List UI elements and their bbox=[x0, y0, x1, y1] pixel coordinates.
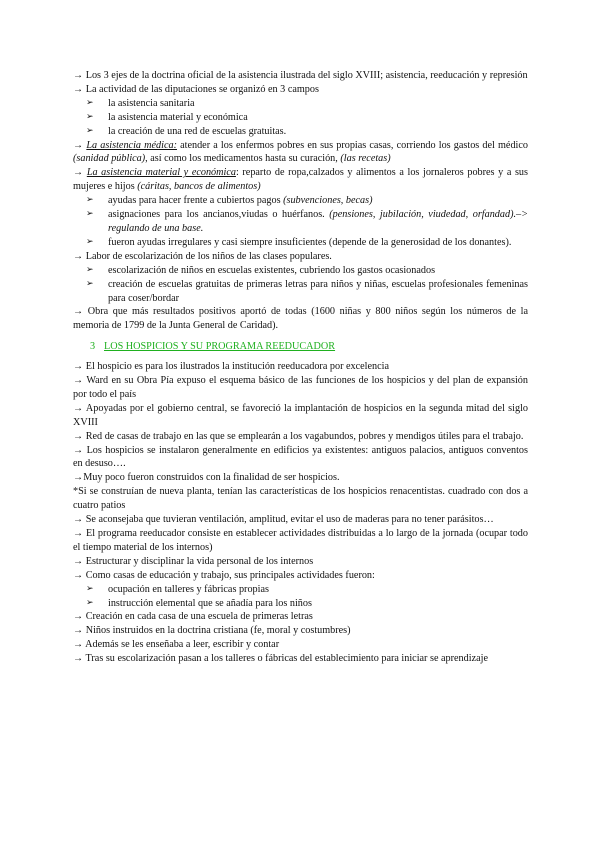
paragraph-obra: → Obra que más resultados positivos aportó de todas (1600 niñas y 800 niños según los números de la memoria de 1799 de la Junta General de Caridad). bbox=[73, 306, 528, 332]
list-item: ➢ fueron ayudas irregulares y casi siempre insuficientes (depende de la generosidad de los donantes). bbox=[73, 236, 528, 250]
paragraph: *Si se construían de nueva planta, tenían las características de los hospicios renacentistas. cuadrado con dos a cuatro patios bbox=[73, 486, 528, 512]
list-item: ➢ la creación de una red de escuelas gratuitas. bbox=[73, 125, 528, 139]
italic-text: (subvenciones, becas) bbox=[283, 195, 373, 207]
arrow: → bbox=[73, 139, 84, 151]
list-item: ➢ instrucción elemental que se añadía para los niños bbox=[73, 597, 528, 611]
paragraph: → Creación en cada casa de una escuela de primeras letras bbox=[73, 611, 313, 623]
paragraph: → Además se les enseñaba a leer, escribir y contar bbox=[73, 639, 280, 651]
paragraph: → Tras su escolarización pasan a los talleres o fábricas del establecimiento para iniciar se aprendizaje bbox=[73, 653, 488, 665]
paragraph: → Ward en su Obra Pía expuso el esquema básico de las funciones de los hospicios y del plan de expansión por todo el país bbox=[73, 375, 528, 400]
text: , así como los medicamentos hasta su curación, bbox=[145, 153, 341, 165]
text: : reparto de ropa,calzados y alimentos a los jornaleros pobres y a sus mujeres e hijos bbox=[73, 167, 528, 193]
label-asistencia-material: La asistencia material y económica bbox=[86, 167, 236, 179]
paragraph-asistencia-material bbox=[73, 166, 528, 194]
list-item: ➢ ocupación en talleres y fábricas propias bbox=[73, 583, 528, 597]
italic-text: (las recetas) bbox=[340, 153, 391, 165]
italic-text: (pensiones, jubilación, viudedad, orfandad).–> regulando de una base. bbox=[108, 209, 528, 234]
list-item bbox=[73, 194, 528, 208]
paragraph-ejes: → Los 3 ejes de la doctrina oficial de la asistencia ilustrada del siglo XVIII; asistencia, reeducación y represión bbox=[73, 70, 528, 81]
heading-title: LOS HOSPICIOS Y SU PROGRAMA REEDUCADOR bbox=[104, 341, 336, 353]
list-item bbox=[73, 208, 528, 236]
paragraph: → Apoyadas por el gobierno central, se favoreció la implantación de hospicios en la segunda mitad del siglo XVIII bbox=[73, 402, 528, 428]
list-item: ➢ escolarización de niños en escuelas existentes, cubriendo los gastos ocasionados bbox=[73, 264, 528, 278]
paragraph: → Niños instruidos en la doctrina cristiana (fe, moral y costumbres) bbox=[73, 625, 351, 637]
paragraph: → Red de casas de trabajo en las que se emplearán a los vagabundos, pobres y mendigos útiles para el trabajo. bbox=[73, 430, 524, 442]
list-item: ➢ la asistencia sanitaria bbox=[73, 97, 528, 111]
paragraph-asistencia-medica bbox=[73, 139, 528, 167]
paragraph-diputaciones: → La actividad de las diputaciones se organizó en 3 campos bbox=[73, 83, 319, 95]
text: atender a los enfermos pobres en sus propias casas, corriendo los gastos del médico bbox=[176, 139, 528, 151]
paragraph: → El hospicio es para los ilustrados la institución reeducadora por excelencia bbox=[73, 361, 389, 373]
paragraph: →Muy poco fueron construidos con la finalidad de ser hospicios. bbox=[73, 472, 340, 484]
paragraph-labor: → Labor de escolarización de los niños de las clases populares. bbox=[73, 250, 332, 262]
list-item: ➢ creación de escuelas gratuitas de primeras letras para niños y niñas, escuelas profesionales femeninas para coser/bordar bbox=[73, 278, 528, 306]
italic-text: (sanidad pública) bbox=[73, 153, 146, 165]
arrow: → bbox=[73, 167, 84, 179]
heading-number: 3 bbox=[90, 341, 96, 353]
italic-text: (cáritas, bancos de alimentos) bbox=[137, 181, 261, 193]
label-asistencia-medica: La asistencia médica: bbox=[86, 139, 177, 151]
paragraph: → Como casas de educación y trabajo, sus principales actividades fueron: bbox=[73, 569, 375, 581]
paragraph: → Se aconsejaba que tuvieran ventilación, amplitud, evitar el uso de maderas para no tener parásitos… bbox=[73, 514, 494, 526]
paragraph: → Los hospicios se instalaron generalmente en edificios ya existentes: antiguos palacios, antiguos conventos en desuso…. bbox=[73, 444, 528, 470]
paragraph: → El programa reeducador consiste en establecer actividades distribuidas a lo largo de la jornada (ocupar todo el tiempo material de los internos) bbox=[73, 528, 528, 553]
text: ayudas para hacer frente a cubiertos pagos bbox=[108, 195, 284, 207]
text: asignaciones para los ancianos,viudas o huérfanos. bbox=[108, 209, 330, 221]
list-item: ➢ la asistencia material y económica bbox=[73, 111, 528, 125]
paragraph: → Estructurar y disciplinar la vida personal de los internos bbox=[73, 555, 314, 567]
section-heading bbox=[73, 340, 528, 354]
